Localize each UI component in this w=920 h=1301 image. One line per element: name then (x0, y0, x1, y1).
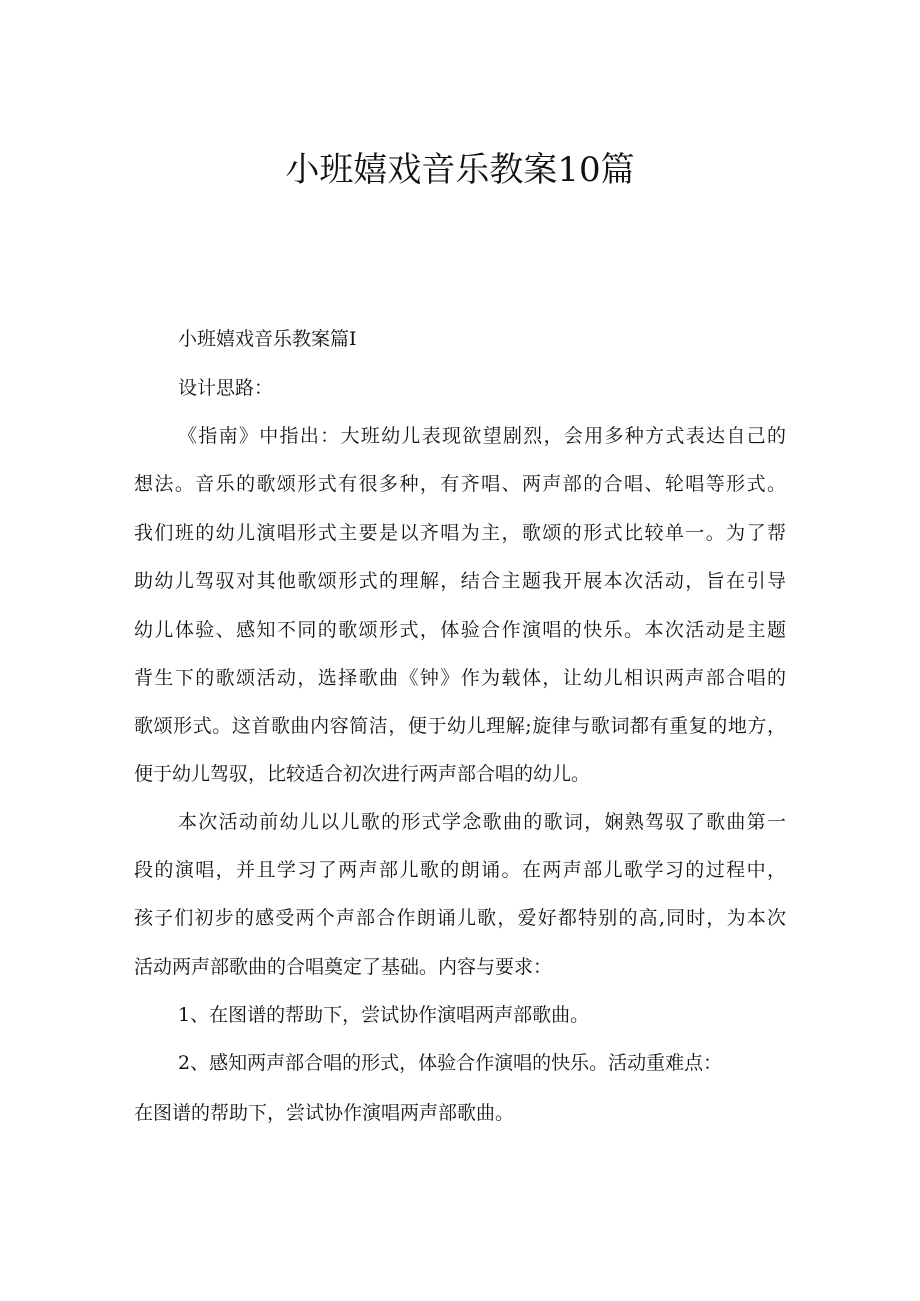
paragraph-line: 本次活动前幼儿以儿歌的形式学念歌曲的歌词，娴熟驾驭了歌曲第一 (178, 811, 786, 833)
paragraph-line: 便于幼儿驾驭，比较适合初次进行两声部合唱的幼儿。 (134, 763, 591, 785)
paragraph-line: 孩子们初步的感受两个声部合作朗诵儿歌，爱好都特别的高,同时，为本次 (134, 907, 786, 929)
paragraph-line: 段的演唱，并且学习了两声部儿歌的朗诵。在两声部儿歌学习的过程中， (134, 859, 786, 881)
list-item: 1、在图谱的帮助下，尝试协作演唱两声部歌曲。 (178, 1004, 590, 1026)
paragraph-line: 《指南》中指出：大班幼儿表现欲望剧烈，会用多种方式表达自己的 (178, 425, 786, 447)
section-heading: 小班嬉戏音乐教案篇I (178, 328, 357, 350)
paragraph-line: 我们班的幼儿演唱形式主要是以齐唱为主，歌颂的形式比较单一。为了帮 (134, 522, 786, 544)
paragraph-line: 歌颂形式。这首歌曲内容简洁，便于幼儿理解;旋律与歌词都有重复的地方， (134, 715, 786, 737)
paragraph-line: 活动两声部歌曲的合唱奠定了基础。内容与要求： (134, 956, 553, 978)
paragraph-line: 幼儿体验、感知不同的歌颂形式，体验合作演唱的快乐。本次活动是主题 (134, 619, 786, 641)
paragraph-line: 在图谱的帮助下，尝试协作演唱两声部歌曲。 (134, 1102, 515, 1124)
paragraph-line: 想法。音乐的歌颂形式有很多种，有齐唱、两声部的合唱、轮唱等形式。 (134, 473, 786, 495)
paragraph-line: 背生下的歌颂活动，选择歌曲《钟》作为载体，让幼儿相识两声部合唱的 (134, 667, 786, 689)
document-title: 小班嬉戏音乐教案10篇 (285, 150, 635, 190)
list-item: 2、感知两声部合唱的形式，体验合作演唱的快乐。活动重难点： (178, 1052, 723, 1074)
paragraph-line: 助幼儿驾驭对其他歌颂形式的理解，结合主题我开展本次活动，旨在引导 (134, 570, 786, 592)
design-label: 设计思路： (178, 377, 274, 399)
